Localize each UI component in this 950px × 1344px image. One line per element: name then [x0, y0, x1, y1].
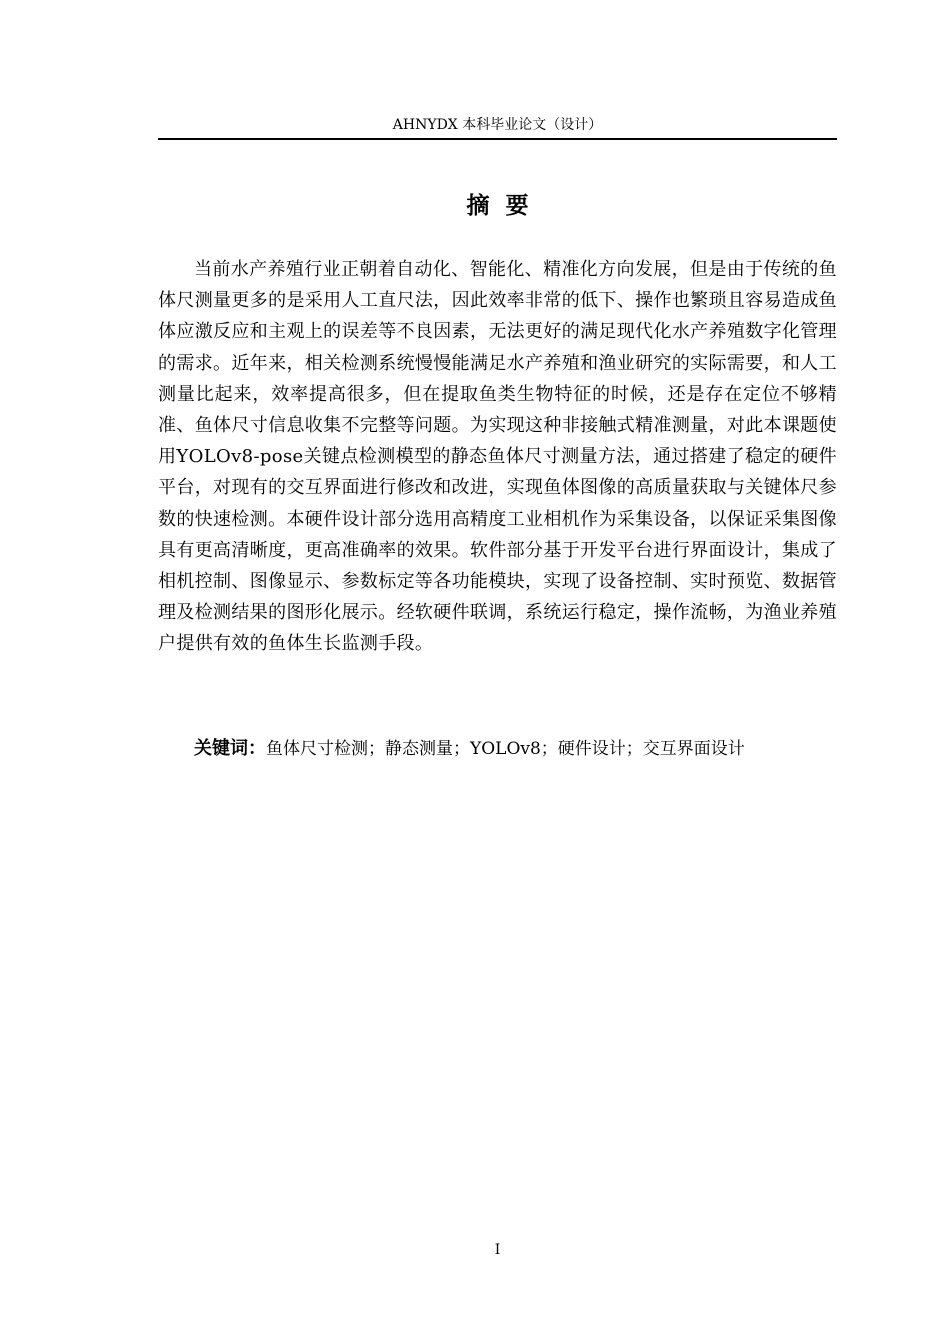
keywords-label: 关键词：	[194, 738, 266, 759]
keywords-text: 鱼体尺寸检测；静态测量；YOLOv8；硬件设计；交互界面设计	[266, 739, 745, 759]
running-header-text: AHNYDX 本科毕业论文（设计）	[392, 117, 603, 133]
abstract-body: 当前水产养殖行业正朝着自动化、智能化、精准化方向发展，但是由于传统的鱼体尺测量更多的是采用人工直尺法，因此效率非常的低下、操作也繁琐且容易造成鱼体应激反应和主观上的误差等不良因素，无法更好的满足现代化水产养殖数字化管理的需求。近年来，相关检测系统慢慢能满足水产养殖和渔业研究的实际需要，和人工测量比起来，效率提高很多，但在提取鱼类生物特征的时候，还是存在定位不够精准、鱼体尺寸信息收集不完整等问题。为实现这种非接触式精准测量，对此本课题使用YOLOv8-pose关键点检测模型的静态鱼体尺寸测量方法，通过搭建了稳定的硬件平台，对现有的交互界面进行修改和改进，实现鱼体图像的高质量获取与关键体尺参数的快速检测。本硬件设计部分选用高精度工业相机作为采集设备，以保证采集图像具有更高清晰度，更高准确率的效果。软件部分基于开发平台进行界面设计，集成了相机控制、图像显示、参数标定等各功能模块，实现了设备控制、实时预览、数据管理及检测结果的图形化展示。经软硬件联调，系统运行稳定，操作流畅，为渔业养殖户提供有效的鱼体生长监测手段。	[158, 259, 837, 655]
running-header	[158, 112, 837, 140]
keywords-line	[194, 733, 844, 765]
abstract-title: 摘 要	[466, 193, 529, 219]
page-number: I	[494, 1242, 501, 1258]
